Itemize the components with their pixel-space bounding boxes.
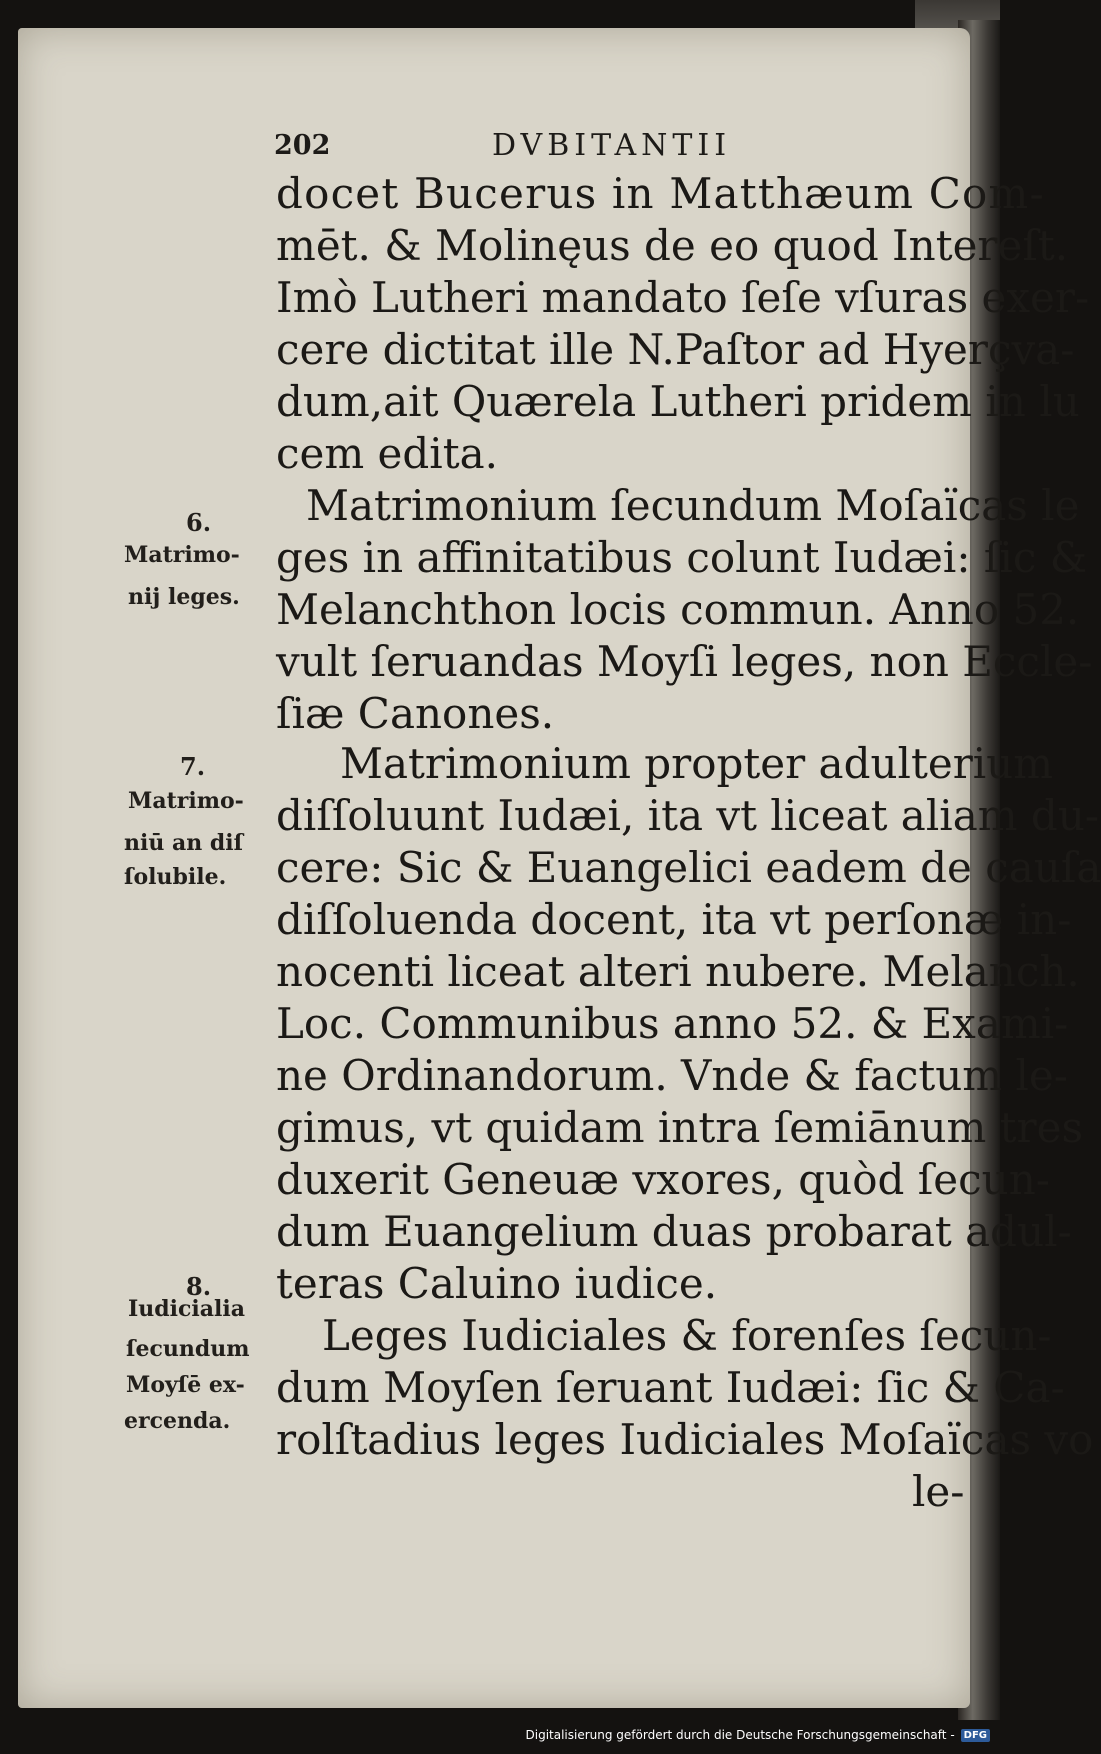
text-line: dum Euangelium duas probarat adul- (276, 1207, 1072, 1256)
margin-note-number: 8. (186, 1272, 212, 1301)
running-head: DVBITANTII (492, 128, 732, 163)
text-line: Melanchthon locis commun. Anno 52. (276, 585, 1080, 634)
text-line: docet Bucerus in Matthæum Com- (276, 169, 1045, 218)
text-line: diſſoluenda docent, ita vt perſonæ in- (276, 895, 1072, 944)
text-line: ſiæ Canones. (276, 689, 555, 738)
margin-note-number: 7. (180, 752, 206, 781)
margin-note-line: nij leges. (128, 584, 240, 610)
text-line: rolſtadius leges Iudiciales Moſaïcas vo (276, 1415, 1094, 1464)
text-line: diſſoluunt Iudæi, ita vt liceat aliam du- (276, 791, 1100, 840)
text-line: nocenti liceat alteri nubere. Melanch. (276, 947, 1080, 996)
margin-note-line: Iudicialia (128, 1296, 246, 1322)
margin-note-line: ſolubile. (124, 864, 227, 890)
text-line: Loc. Communibus anno 52. & Exami- (276, 999, 1069, 1048)
text-line: cem edita. (276, 429, 498, 478)
page-header (270, 128, 920, 168)
margin-note-line: niū an diſ (124, 830, 244, 856)
text-line: cere: Sic & Euangelici eadem de cauſa (276, 843, 1101, 892)
text-line: cere dictitat ille N.Paſtor ad Hyerçva- (276, 325, 1075, 374)
text-line: mēt. & Molinęus de eo quod Intereſt. (276, 221, 1069, 270)
text-line: dum Moyſen ſeruant Iudæi: ſic & Ca- (276, 1363, 1065, 1412)
digitization-credit (526, 1728, 991, 1742)
credit-text: Digitalisierung gefördert durch die Deutsche Forschungsgemeinschaft - (525, 1728, 955, 1742)
text-line: ges in affinitatibus colunt Iudæi: ſic & (276, 533, 1088, 582)
text-line: Leges Iudiciales & forenſes ſecun- (322, 1311, 1052, 1360)
text-line: teras Caluino iudice. (276, 1259, 718, 1308)
page-number: 202 (274, 130, 331, 161)
text-line: Matrimonium ſecundum Moſaïcas le (306, 481, 1080, 530)
text-line: duxerit Geneuæ vxores, quòd ſecun- (276, 1155, 1050, 1204)
text-line: dum,ait Quærela Lutheri pridem in lu (276, 377, 1080, 426)
dfg-logo: DFG (961, 1729, 990, 1742)
text-line: le- (912, 1467, 965, 1516)
text-line: vult ſeruandas Moyſi leges, non Eccle- (276, 637, 1093, 686)
margin-note-line: Moyſē ex- (126, 1372, 245, 1398)
text-line: Imò Lutheri mandato ſeſe vſuras exer- (276, 273, 1090, 322)
text-line: gimus, vt quidam intra ſemiānum tres (276, 1103, 1084, 1152)
margin-note-line: ercenda. (124, 1408, 231, 1434)
margin-note-line: Matrimo- (128, 788, 244, 814)
margin-note-line: ſecundum (126, 1336, 250, 1362)
margin-note-number: 6. (186, 508, 212, 537)
margin-note-line: Matrimo- (124, 542, 240, 568)
text-line: ne Ordinandorum. Vnde & factum le- (276, 1051, 1068, 1100)
text-line: Matrimonium propter adulterium (340, 739, 1054, 788)
